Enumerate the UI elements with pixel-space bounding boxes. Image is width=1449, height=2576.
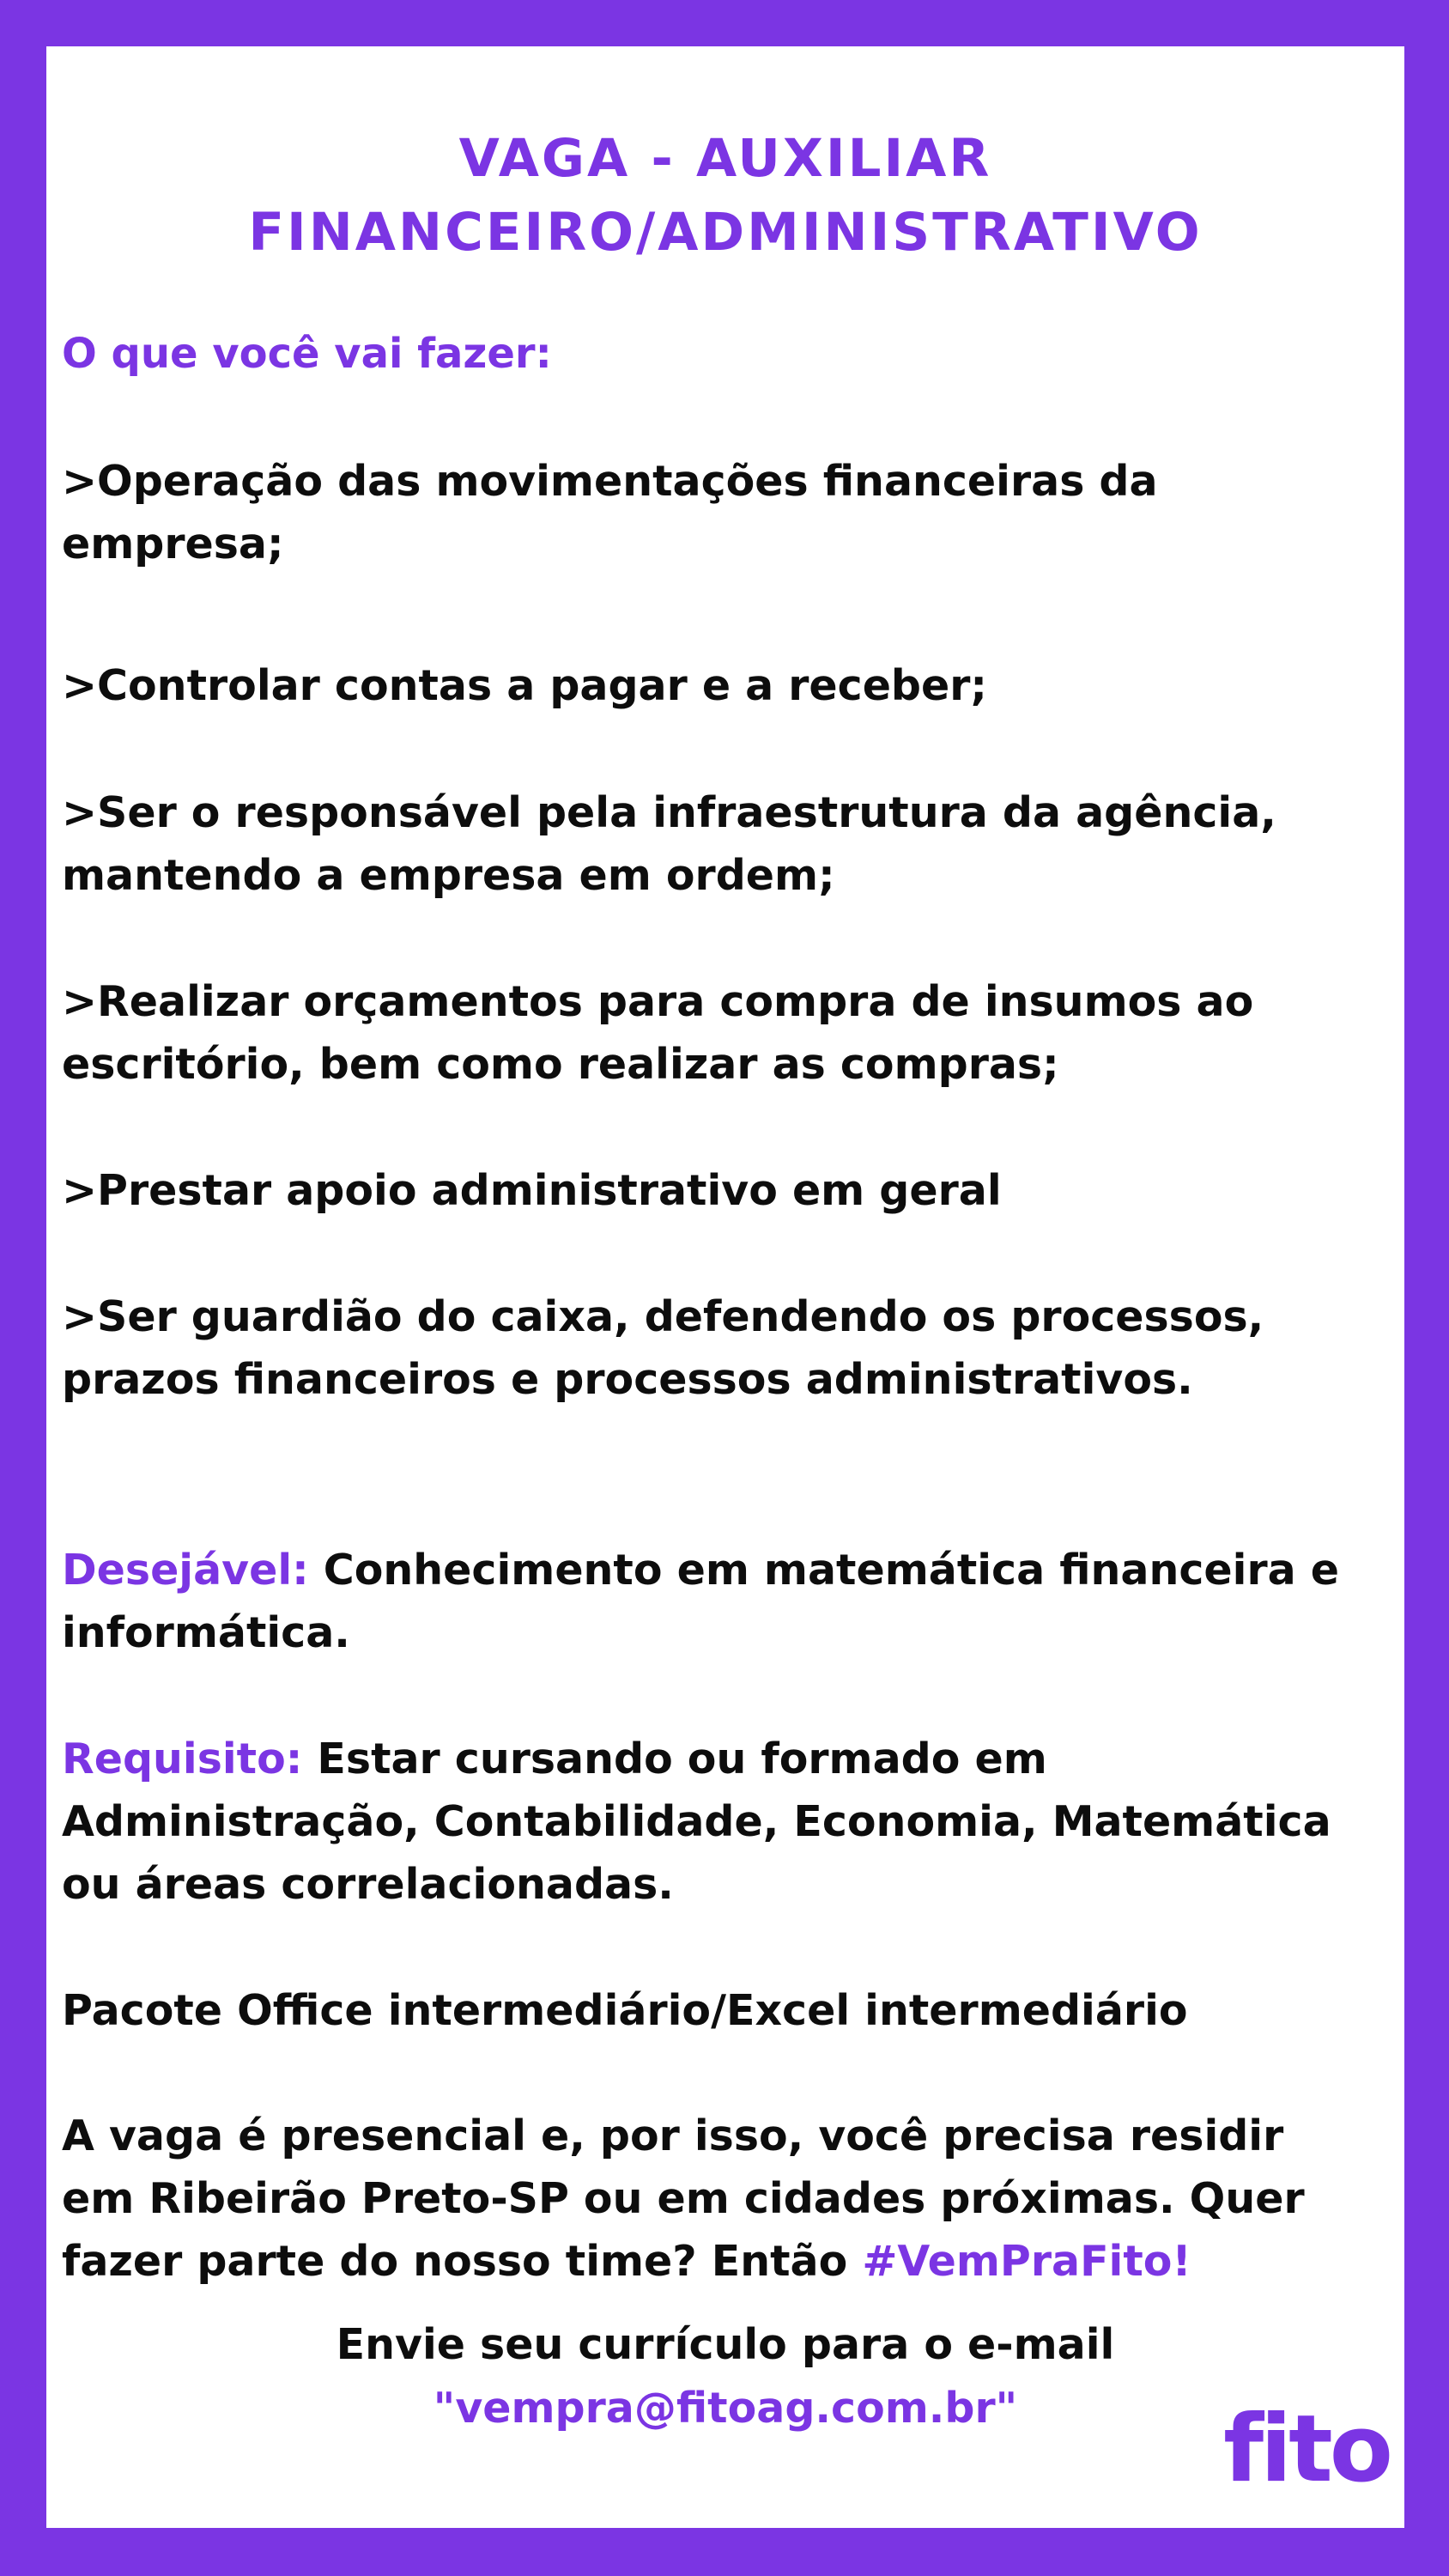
cta-text: Envie seu currículo para o e-mail: [336, 2320, 1115, 2369]
page-title: [46, 122, 1404, 270]
duty-item: >Operação das movimentações financeiras da empresa;: [62, 457, 1158, 568]
title-line-1: VAGA - AUXILIAR: [458, 128, 992, 189]
requirement-text: Estar cursando ou formado em: [302, 1735, 1047, 1783]
hashtag: #VemPraFito!: [862, 2237, 1191, 2286]
location-block: A vaga é presencial e, por isso, você precisa residir em Ribeirão Preto-SP ou em cidades próximas. Quer fazer parte do nosso time? Então #VemPraFito!: [62, 2111, 1305, 2286]
fito-logo: [1221, 2399, 1392, 2502]
section-heading: O que você vai fazer:: [62, 330, 552, 378]
requirement-text-cont: Administração, Contabilidade, Economia, Matemática: [62, 1797, 1331, 1846]
desirable-block: [62, 1539, 1401, 1664]
requirement-text-cont: ou áreas correlacionadas.: [62, 1860, 674, 1909]
desirable-label: Desejável:: [62, 1546, 309, 1595]
requirement-label: Requisito:: [62, 1735, 303, 1783]
duty-item: >Controlar contas a pagar e a receber;: [62, 661, 987, 710]
title-line-2: FINANCEIRO/ADMINISTRATIVO: [248, 202, 1203, 263]
desirable-text-cont: informática.: [62, 1608, 350, 1657]
duty-item: >Prestar apoio administrativo em geral: [62, 1166, 1002, 1215]
svg-text:fito: fito: [1223, 2399, 1390, 2502]
desirable-text: Conhecimento em matemática financeira e: [308, 1546, 1339, 1595]
duty-item: >Ser guardião do caixa, defendendo os processos, prazos financeiros e processos administrativos.: [62, 1292, 1264, 1404]
duty-item: >Ser o responsável pela infraestrutura da agência, mantendo a empresa em ordem;: [62, 788, 1276, 900]
office-requirement: Pacote Office intermediário/Excel intermediário: [62, 1986, 1188, 2035]
job-posting-card: [46, 46, 1404, 2528]
requirement-block: [62, 1728, 1401, 1916]
call-to-action: [46, 2313, 1404, 2440]
duty-item: >Realizar orçamentos para compra de insumos ao escritório, bem como realizar as compras;: [62, 977, 1254, 1089]
email-address[interactable]: "vempra@fitoag.com.br": [433, 2384, 1018, 2433]
